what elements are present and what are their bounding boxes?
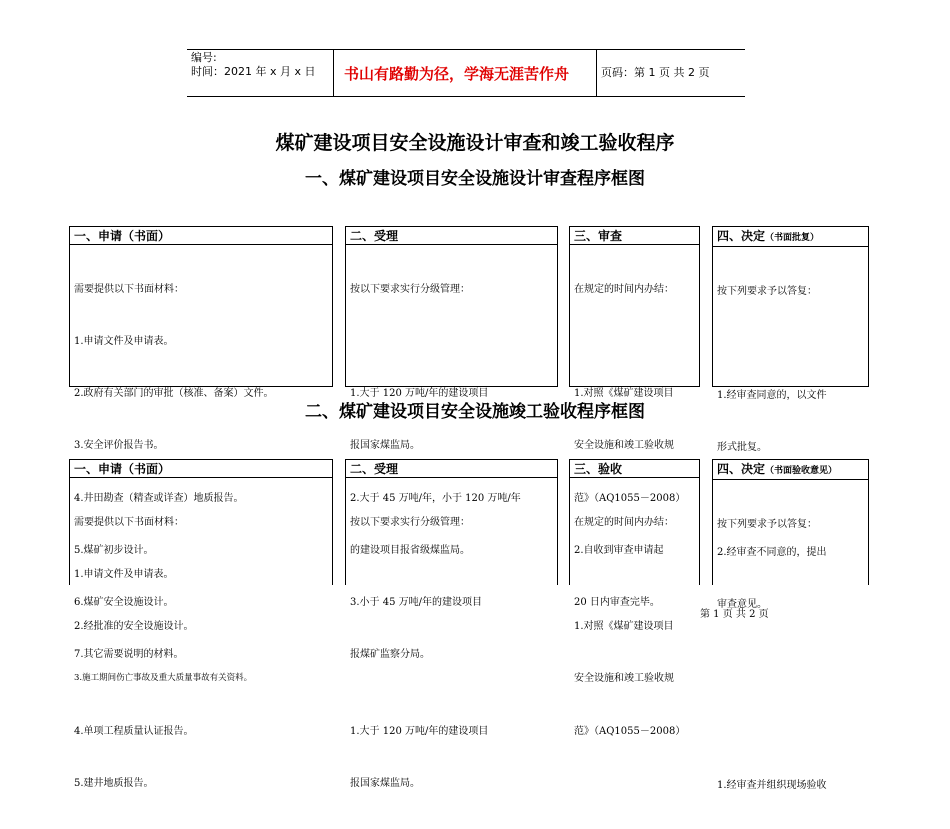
s1-box-accept-line: 1.大于 120 万吨/年的建设项目 xyxy=(350,388,489,400)
s1-box-decision-line: 1.经审查同意的，以文件 xyxy=(717,390,827,402)
s2-box-decision-line: 按下列要求予以答复： xyxy=(717,518,817,530)
s2-box-apply-title: 一、申请（书面） xyxy=(70,460,332,478)
s2-box-accept-line xyxy=(350,566,557,583)
s2-box-inspect-title: 三、验收 xyxy=(570,460,699,478)
s1-box-accept-line: 的建设项目报省级煤监局。 xyxy=(350,544,470,556)
s2-box-inspect-line: 范》（AQ1055－2008） xyxy=(574,725,686,737)
s1-box-apply-line: 需要提供以下书面材料： xyxy=(74,283,184,295)
page-footer: 第 1 页 共 2 页 xyxy=(700,609,769,620)
s1-box-review-line xyxy=(574,333,699,350)
s2-box-inspect-line xyxy=(574,566,699,583)
s1-box-accept-title: 二、受理 xyxy=(346,227,557,245)
s2-box-accept-line: 1.大于 120 万吨/年的建设项目 xyxy=(350,725,489,737)
header-top-rule xyxy=(187,49,745,50)
s2-box-accept-line: 报国家煤监局。 xyxy=(350,777,420,789)
s2-box-apply-line: 需要提供以下书面材料： xyxy=(74,516,184,528)
s2-box-inspect-line xyxy=(574,775,699,792)
s1-box-decision-line: 审查意见。 xyxy=(717,599,767,611)
s1-box-apply-line: 7.其它需要说明的材料。 xyxy=(74,649,184,661)
motto: 书山有路勤为径，学海无涯苦作舟 xyxy=(344,65,570,83)
s2-box-decision-title-note: （书面验收意见） xyxy=(765,466,838,476)
s2-box-decision-line xyxy=(717,725,868,742)
header-separator-left xyxy=(333,50,334,96)
s1-box-review-line: 在规定的时间内办结： xyxy=(574,283,674,295)
s2-box-decision-line: 1.经审查并组织现场验收 xyxy=(717,779,827,791)
s2-box-accept-line: 按以下要求实行分级管理： xyxy=(350,516,470,528)
s2-box-apply-body xyxy=(70,478,332,827)
s2-box-decision-title xyxy=(713,460,868,480)
doc-time: 时间：2021 年 x 月 x 日 xyxy=(191,65,316,78)
s2-box-decision-line xyxy=(717,620,868,637)
s1-box-accept-line: 报煤矿监察分局。 xyxy=(350,649,430,661)
s2-box-accept-title: 二、受理 xyxy=(346,460,557,478)
s2-box-accept-line xyxy=(350,670,557,687)
s1-box-accept-line: 3.小于 45 万吨/年的建设项目 xyxy=(350,597,482,609)
s1-box-apply-line: 1.申请文件及申请表。 xyxy=(74,336,174,348)
s1-box-review-line: 2.自收到审查申请起 xyxy=(574,544,664,556)
s1-box-review-line: 1.对照《煤矿建设项目 xyxy=(574,388,674,400)
s1-box-accept-line: 按以下要求实行分级管理： xyxy=(350,283,470,295)
s2-box-inspect-line: 1.对照《煤矿建设项目 xyxy=(574,621,674,633)
s1-box-apply-line: 6.煤矿安全设施设计。 xyxy=(74,597,174,609)
s1-box-decision-title xyxy=(713,227,868,247)
header-separator-right xyxy=(596,50,597,96)
s1-box-decision-line: 2.经审查不同意的，提出 xyxy=(717,546,827,558)
section2-heading: 二、煤矿建设项目安全设施竣工验收程序框图 xyxy=(305,402,645,422)
s2-box-apply-line: 5.建井地质报告。 xyxy=(74,777,154,789)
page-title: 煤矿建设项目安全设施设计审查和竣工验收程序 xyxy=(275,132,675,154)
s1-box-apply-line: 3.安全评价报告书。 xyxy=(74,440,164,452)
s1-box-decision-title-note: （书面批复） xyxy=(765,233,820,243)
s1-box-review-line: 20 日内审查完毕。 xyxy=(574,597,660,609)
s2-box-inspect-body xyxy=(570,478,699,827)
s1-box-decision-line xyxy=(717,335,868,352)
s2-box-decision-line xyxy=(717,672,868,689)
s1-box-review-line: 安全设施和竣工验收规 xyxy=(574,440,674,452)
s1-box-accept-line: 2.大于 45 万吨/年，小于 120 万吨/年 xyxy=(350,492,521,504)
s1-box-decision-line: 按下列要求予以答复： xyxy=(717,285,817,297)
s1-box-apply-line: 5.煤矿初步设计。 xyxy=(74,544,154,556)
s2-box-accept-body xyxy=(346,478,557,827)
s1-box-review-title: 三、审查 xyxy=(570,227,699,245)
doc-number: 编号: xyxy=(191,51,217,64)
s1-box-review-line: 范》（AQ1055－2008） xyxy=(574,492,686,504)
s2-box-inspect-line: 在规定的时间内办结： xyxy=(574,516,674,528)
s2-box-inspect-line: 安全设施和竣工验收规 xyxy=(574,673,674,685)
s1-box-decision-line: 形式批复。 xyxy=(717,442,767,454)
header-bottom-rule xyxy=(187,96,745,97)
s1-box-apply-title: 一、申请（书面） xyxy=(70,227,332,245)
page-number-header: 页码：第 1 页 共 2 页 xyxy=(601,66,710,79)
s1-box-accept-line: 报国家煤监局。 xyxy=(350,440,420,452)
s2-box-apply-line: 2.经批准的安全设施设计。 xyxy=(74,621,194,633)
s2-box-apply-line: 3.施工期间伤亡事故及重大质量事故有关资料。 xyxy=(74,673,253,684)
s2-box-apply-line: 1.申请文件及申请表。 xyxy=(74,569,174,581)
s1-box-decision-title-text: 四、决定 xyxy=(717,229,766,243)
s2-box-decision-title-text: 四、决定 xyxy=(717,462,766,476)
s2-box-decision-body xyxy=(713,480,868,829)
s2-box-accept-line xyxy=(350,618,557,635)
s2-box-apply-line: 4.单项工程质量认证报告。 xyxy=(74,725,194,737)
s2-box-decision-line xyxy=(717,568,868,585)
s1-box-apply-line: 4.井田勘查（精查或详查）地质报告。 xyxy=(74,492,244,504)
section1-heading: 一、煤矿建设项目安全设施设计审查程序框图 xyxy=(305,169,645,189)
s1-box-accept-line xyxy=(350,333,557,350)
s1-box-apply-line: 2.政府有关部门的审批（核准、备案）文件。 xyxy=(74,388,274,400)
